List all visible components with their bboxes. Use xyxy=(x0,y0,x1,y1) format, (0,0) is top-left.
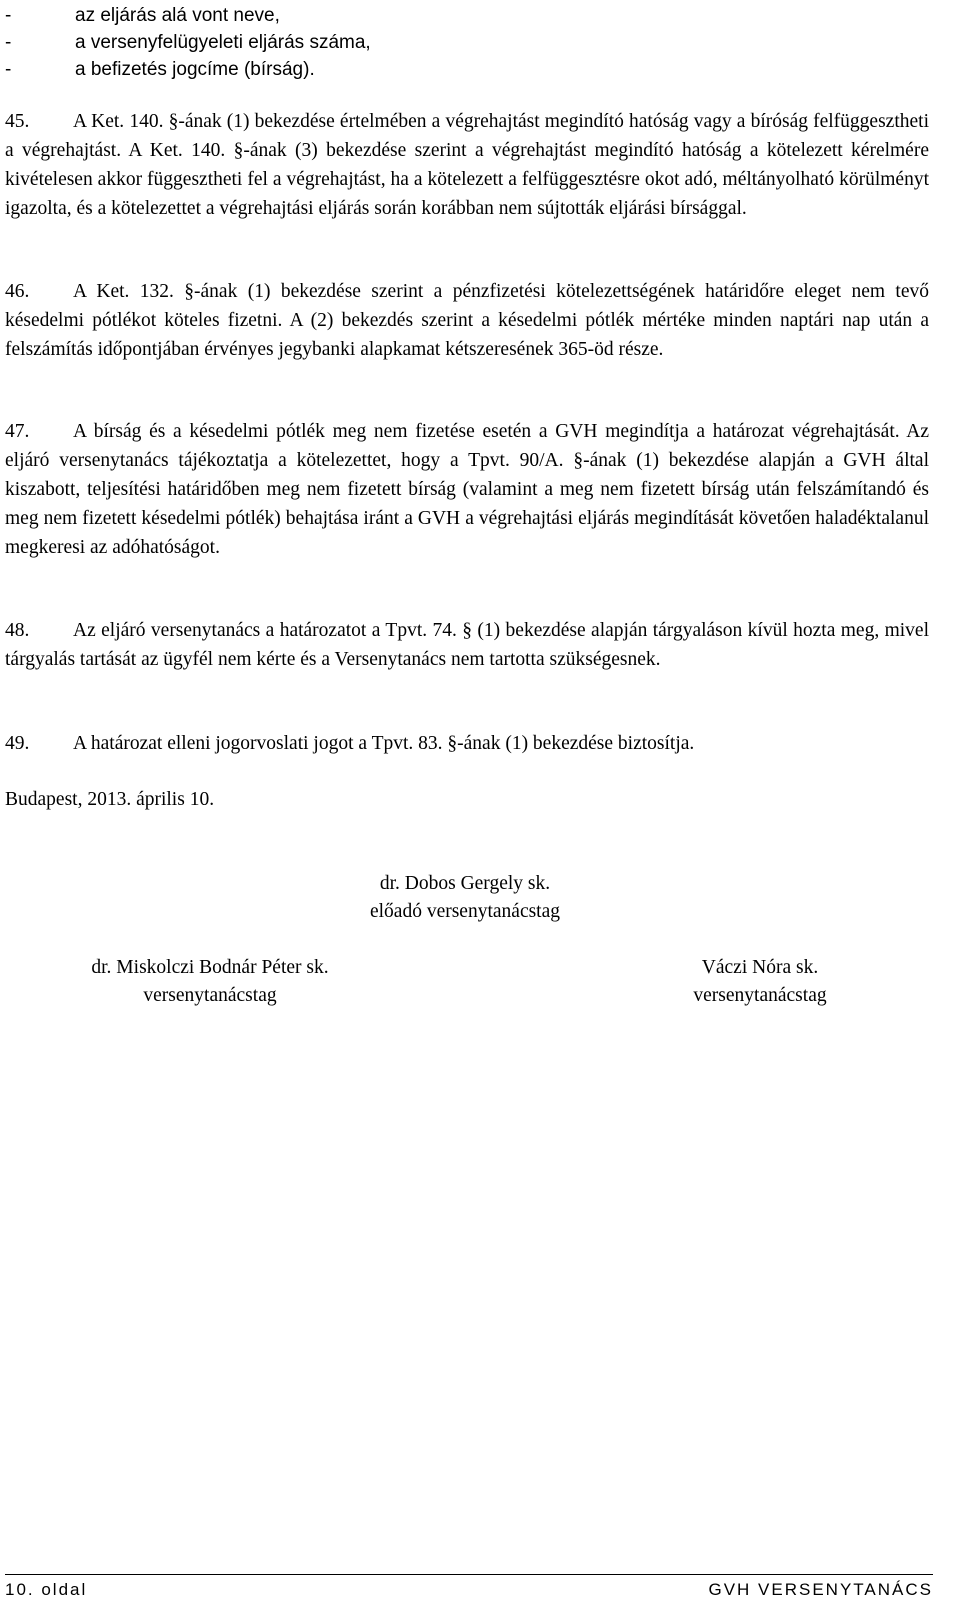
dash-mark: - xyxy=(5,5,12,26)
paragraph-48 xyxy=(5,617,929,675)
paragraph-text: A Ket. 132. §-ának (1) bekezdése szerint a pénzfizetési kötelezettségének határidőre eleget nem tevő késedelmi pótlékot köteles fizetni. A (2) bekezdés szerint a késedelmi pótlék mértéke minden naptári nap után a felszámítás időpontjában érvényes jegybanki alapkamat kétszeresének 365-öd része. xyxy=(5,281,929,360)
footer-divider xyxy=(5,1574,933,1575)
dash-mark: - xyxy=(5,59,12,80)
paragraph-number: 49. xyxy=(5,733,30,754)
dateline: Budapest, 2013. április 10. xyxy=(5,789,215,810)
paragraph-45 xyxy=(5,108,929,224)
dash-mark: - xyxy=(5,32,12,53)
footer-organization: GVH VERSENYTANÁCS xyxy=(708,1580,933,1599)
list-item xyxy=(5,2,905,29)
signature-presenter xyxy=(280,870,650,926)
paragraph-47 xyxy=(5,418,929,563)
paragraph-text: A határozat elleni jogorvoslati jogot a Tpvt. 83. §-ának (1) bekezdése biztosítja. xyxy=(73,733,695,754)
dash-list xyxy=(5,2,905,83)
page-number: 10. oldal xyxy=(5,1580,88,1599)
list-item xyxy=(5,56,905,83)
list-item xyxy=(5,29,905,56)
list-item-text: a versenyfelügyeleti eljárás száma, xyxy=(75,32,371,53)
paragraph-number: 47. xyxy=(5,421,30,442)
signature-role: versenytanácstag xyxy=(143,985,277,1006)
signature-right xyxy=(570,954,950,1010)
paragraph-46 xyxy=(5,278,929,365)
list-item-text: az eljárás alá vont neve, xyxy=(75,5,280,26)
page-footer xyxy=(5,1576,933,1606)
paragraph-text: A Ket. 140. §-ának (1) bekezdése értelmében a végrehajtást megindító hatóság vagy a bíróság felfüggesztheti a végrehajtást. A Ket. 140. §-ának (3) bekezdése szerint a végrehajtást megindító hatóság a kötelezett kérelmére kivételesen akkor függesztheti fel a végrehajtást, ha a kötelezett a felfüggesztésre okot adó, méltányolható körülményt igazolta, és a kötelezettet a végrehajtási eljárás során korábban nem sújtották eljárási bírsággal. xyxy=(5,111,929,219)
signature-role: előadó versenytanácstag xyxy=(369,901,561,922)
paragraph-49 xyxy=(5,730,929,759)
signature-name: Váczi Nóra sk. xyxy=(701,957,819,978)
paragraph-text: Az eljáró versenytanács a határozatot a Tpvt. 74. § (1) bekezdése alapján tárgyaláson kívül hozta meg, mivel tárgyalás tartását az ügyfél nem kérte és a Versenytanács nem tartotta szükségesnek. xyxy=(5,620,929,670)
signature-name: dr. Dobos Gergely sk. xyxy=(379,873,551,894)
paragraph-number: 46. xyxy=(5,281,30,302)
signature-role: versenytanácstag xyxy=(693,985,827,1006)
paragraph-number: 48. xyxy=(5,620,30,641)
signature-name: dr. Miskolczi Bodnár Péter sk. xyxy=(91,957,329,978)
signature-left xyxy=(20,954,400,1010)
list-item-text: a befizetés jogcíme (bírság). xyxy=(75,59,315,80)
paragraph-number: 45. xyxy=(5,111,30,132)
paragraph-text: A bírság és a késedelmi pótlék meg nem fizetése esetén a GVH megindítja a határozat végrehajtását. Az eljáró versenytanács tájékoztatja a kötelezettet, hogy a Tpvt. 90/A. §-ának (1) bekezdése alapján a GVH által kiszabott, teljesítési határidőben meg nem fizetett bírság (valamint a meg nem fizetett bírság után felszámítandó és meg nem fizetett késedelmi pótlék) behajtása iránt a GVH a végrehajtási eljárás megindítását követően haladéktalanul megkeresi az adóhatóságot. xyxy=(5,421,929,558)
